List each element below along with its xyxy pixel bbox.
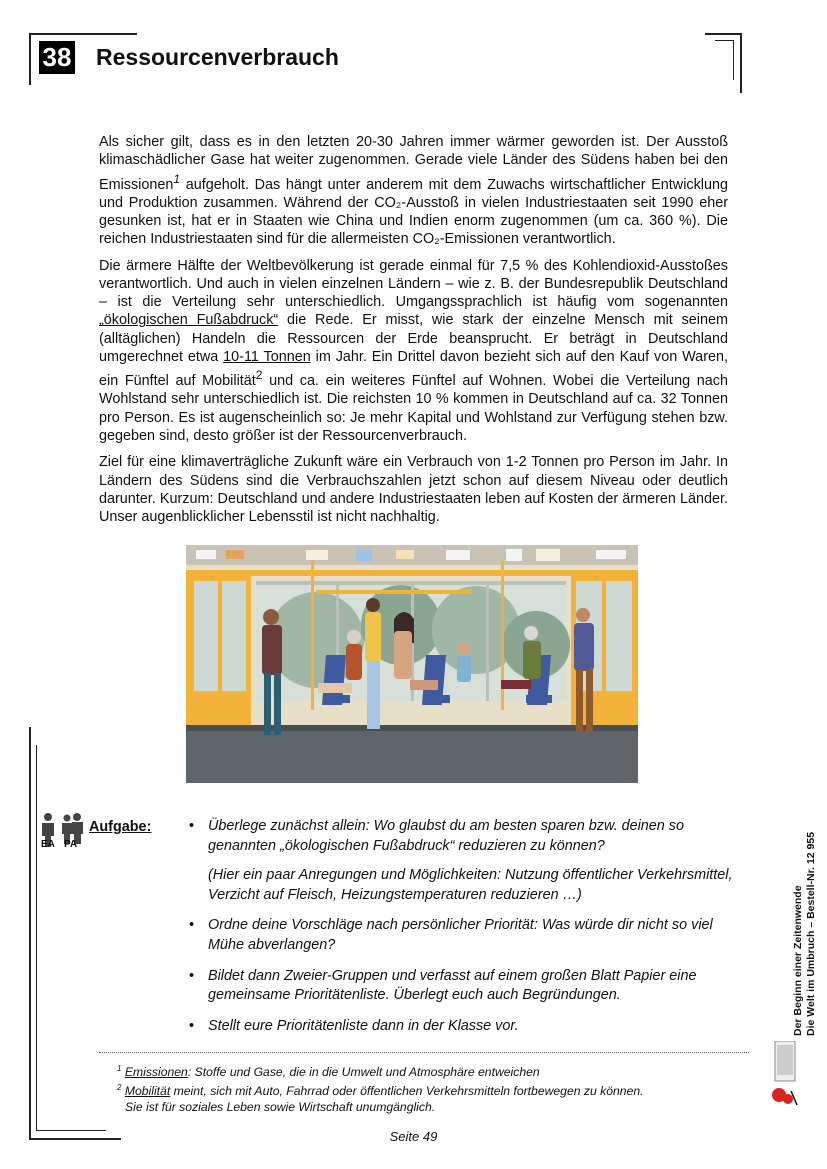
task-item: • Stellt eure Prioritätenliste dann in der Klasse vor. [189,1017,519,1034]
body-text [99,133,728,535]
paragraph-1: Als sicher gilt, dass es in den letzten 20-30 Jahren immer wärmer geworden ist. Der Ausstoß klimaschädlicher Gase hat weiter zugenommen. Gerade viele Länder des Südens haben bei den Emissionen$^1$ aufgeholt. Das hängt unter anderem mit dem Zuwachs wirtschaftlicher Entwicklung und Produktion zusammen. Während der CO₂-Ausstoß in vielen Industriestaaten seit 1990 eher gesunken ist, hat er in Staaten wie China und Indien enorm zugenommen (um ca. 360 %). Die reichen Industriestaaten sind für die allermeisten CO₂-Emissionen verantwortlich. [99,134,728,248]
page-number: Seite 49 [389,1129,438,1144]
footnote-2: $^2$ Mobilität meint, sich mit Auto, Fahrrad oder öffentlichen Verkehrsmitteln fortbewegen zu können. [117,1083,644,1099]
task-hint: (Hier ein paar Anregungen und Möglichkeiten: Nutzung öffentlicher Verkehrsmittel, Verzicht auf Fleisch, Heizungstemperaturen reduzieren …) [208,867,733,903]
side-publisher-text: Der Beginn einer Zeitenwende Die Welt im Umbruch – Bestell-Nr. 12 955 [792,831,817,1036]
footnote-divider [99,1052,749,1053]
publisher-logo-icon [771,1041,799,1107]
footprint-term: „ökologischen Fußabdruck“ [99,312,279,329]
footnotes [117,1061,757,1115]
footnote-1: $^1$ Emissionen: Stoffe und Gase, die in die Umwelt und Atmosphäre entweichen [117,1064,540,1080]
chapter-number: 38 [39,41,75,74]
footnote-2-continued: Sie ist für soziales Leben sowie Wirtschaft unumgänglich. [125,1100,436,1115]
frame-top-right-v2 [733,40,734,80]
bus-illustration [186,545,638,783]
frame-top-right-h [705,33,741,35]
page-title: Ressourcenverbrauch [96,44,339,70]
frame-bottom-left-v2 [36,745,37,1130]
task-item: • Überlege zunächst allein: Wo glaubst du am besten sparen bzw. deinen so genannten „ökologischen Fußabdruck“ reduzieren zu können? (Hier ein paar Anregungen und Möglichkeiten: Nutzung öffentlicher Verkehrsmittel, Verzicht auf Fleisch, Heizungstemperaturen reduzieren …) [189,817,749,905]
frame-top-left-h [29,33,137,35]
frame-top-right-v [740,33,742,93]
task-heading: Aufgabe: [89,819,152,835]
icon-label-ea: EA [41,839,55,850]
paragraph-3: Ziel für eine klimaverträgliche Zukunft wäre ein Verbrauch von 1-2 Tonnen pro Person im Jahr. In Ländern des Südens sind die Verbrauchszahlen jetzt schon auf diesem Niveau oder deutlich darunter. Kurzum: Deutschland und andere Industriestaaten leben auf Kosten der ärmeren Länder. Unser augenblicklicher Lebensstil ist nicht nachhaltig. [99,454,728,526]
task-item: • Bildet dann Zweier-Gruppen und verfasst auf einem großen Blatt Papier eine gemeinsame Prioritätenliste. Überlegt euch auch Begründungen. [189,967,697,1004]
task-list [189,817,749,1047]
paragraph-2: Die ärmere Hälfte der Weltbevölkerung ist gerade einmal für 7,5 % des Kohlendioxid-Ausstoßes verantwortlich. Und auch in vielen einzelnen Ländern – wie z. B. der Bundesrepublik Deutschland – ist die Verteilung sehr unterschiedlich. Umgangssprachlich ist häufig vom sogenannten „ökologischen Fußabdruck“ die Rede. Er misst, wie stark der einzelne Mensch mit seinem (alltäglichen) Handeln die Ressourcen der Erde beansprucht. Er beträgt in Deutschland umgerechnet etwa 10-11 Tonnen im Jahr. Ein Drittel davon bezieht sich auf den Kauf von Waren, ein Fünftel auf Mobilität$^2$ und ca. ein weiteres Fünftel auf Wohnen. Wobei die Verteilung nach Wohlstand sehr unterschiedlich ist. Die reichsten 10 % kommen in Deutschland auf ca. 32 Tonnen pro Person. Es ist augenscheinlich so: Je mehr Kapital und Wohlstand zur Verfügung stehen bzw. gegeben sind, desto größer ist der Ressourcenverbrauch. [99,257,728,445]
frame-top-right-h2 [715,40,734,41]
icon-label-pa: PA [64,839,78,850]
frame-top-left-v [29,33,31,85]
frame-bottom-left-v [29,727,31,1139]
task-item: • Ordne deine Vorschläge nach persönlicher Priorität: Was würde dir nicht so viel Mühe abverlangen? [189,917,713,953]
tons-value: 10-11 Tonnen [223,349,311,366]
